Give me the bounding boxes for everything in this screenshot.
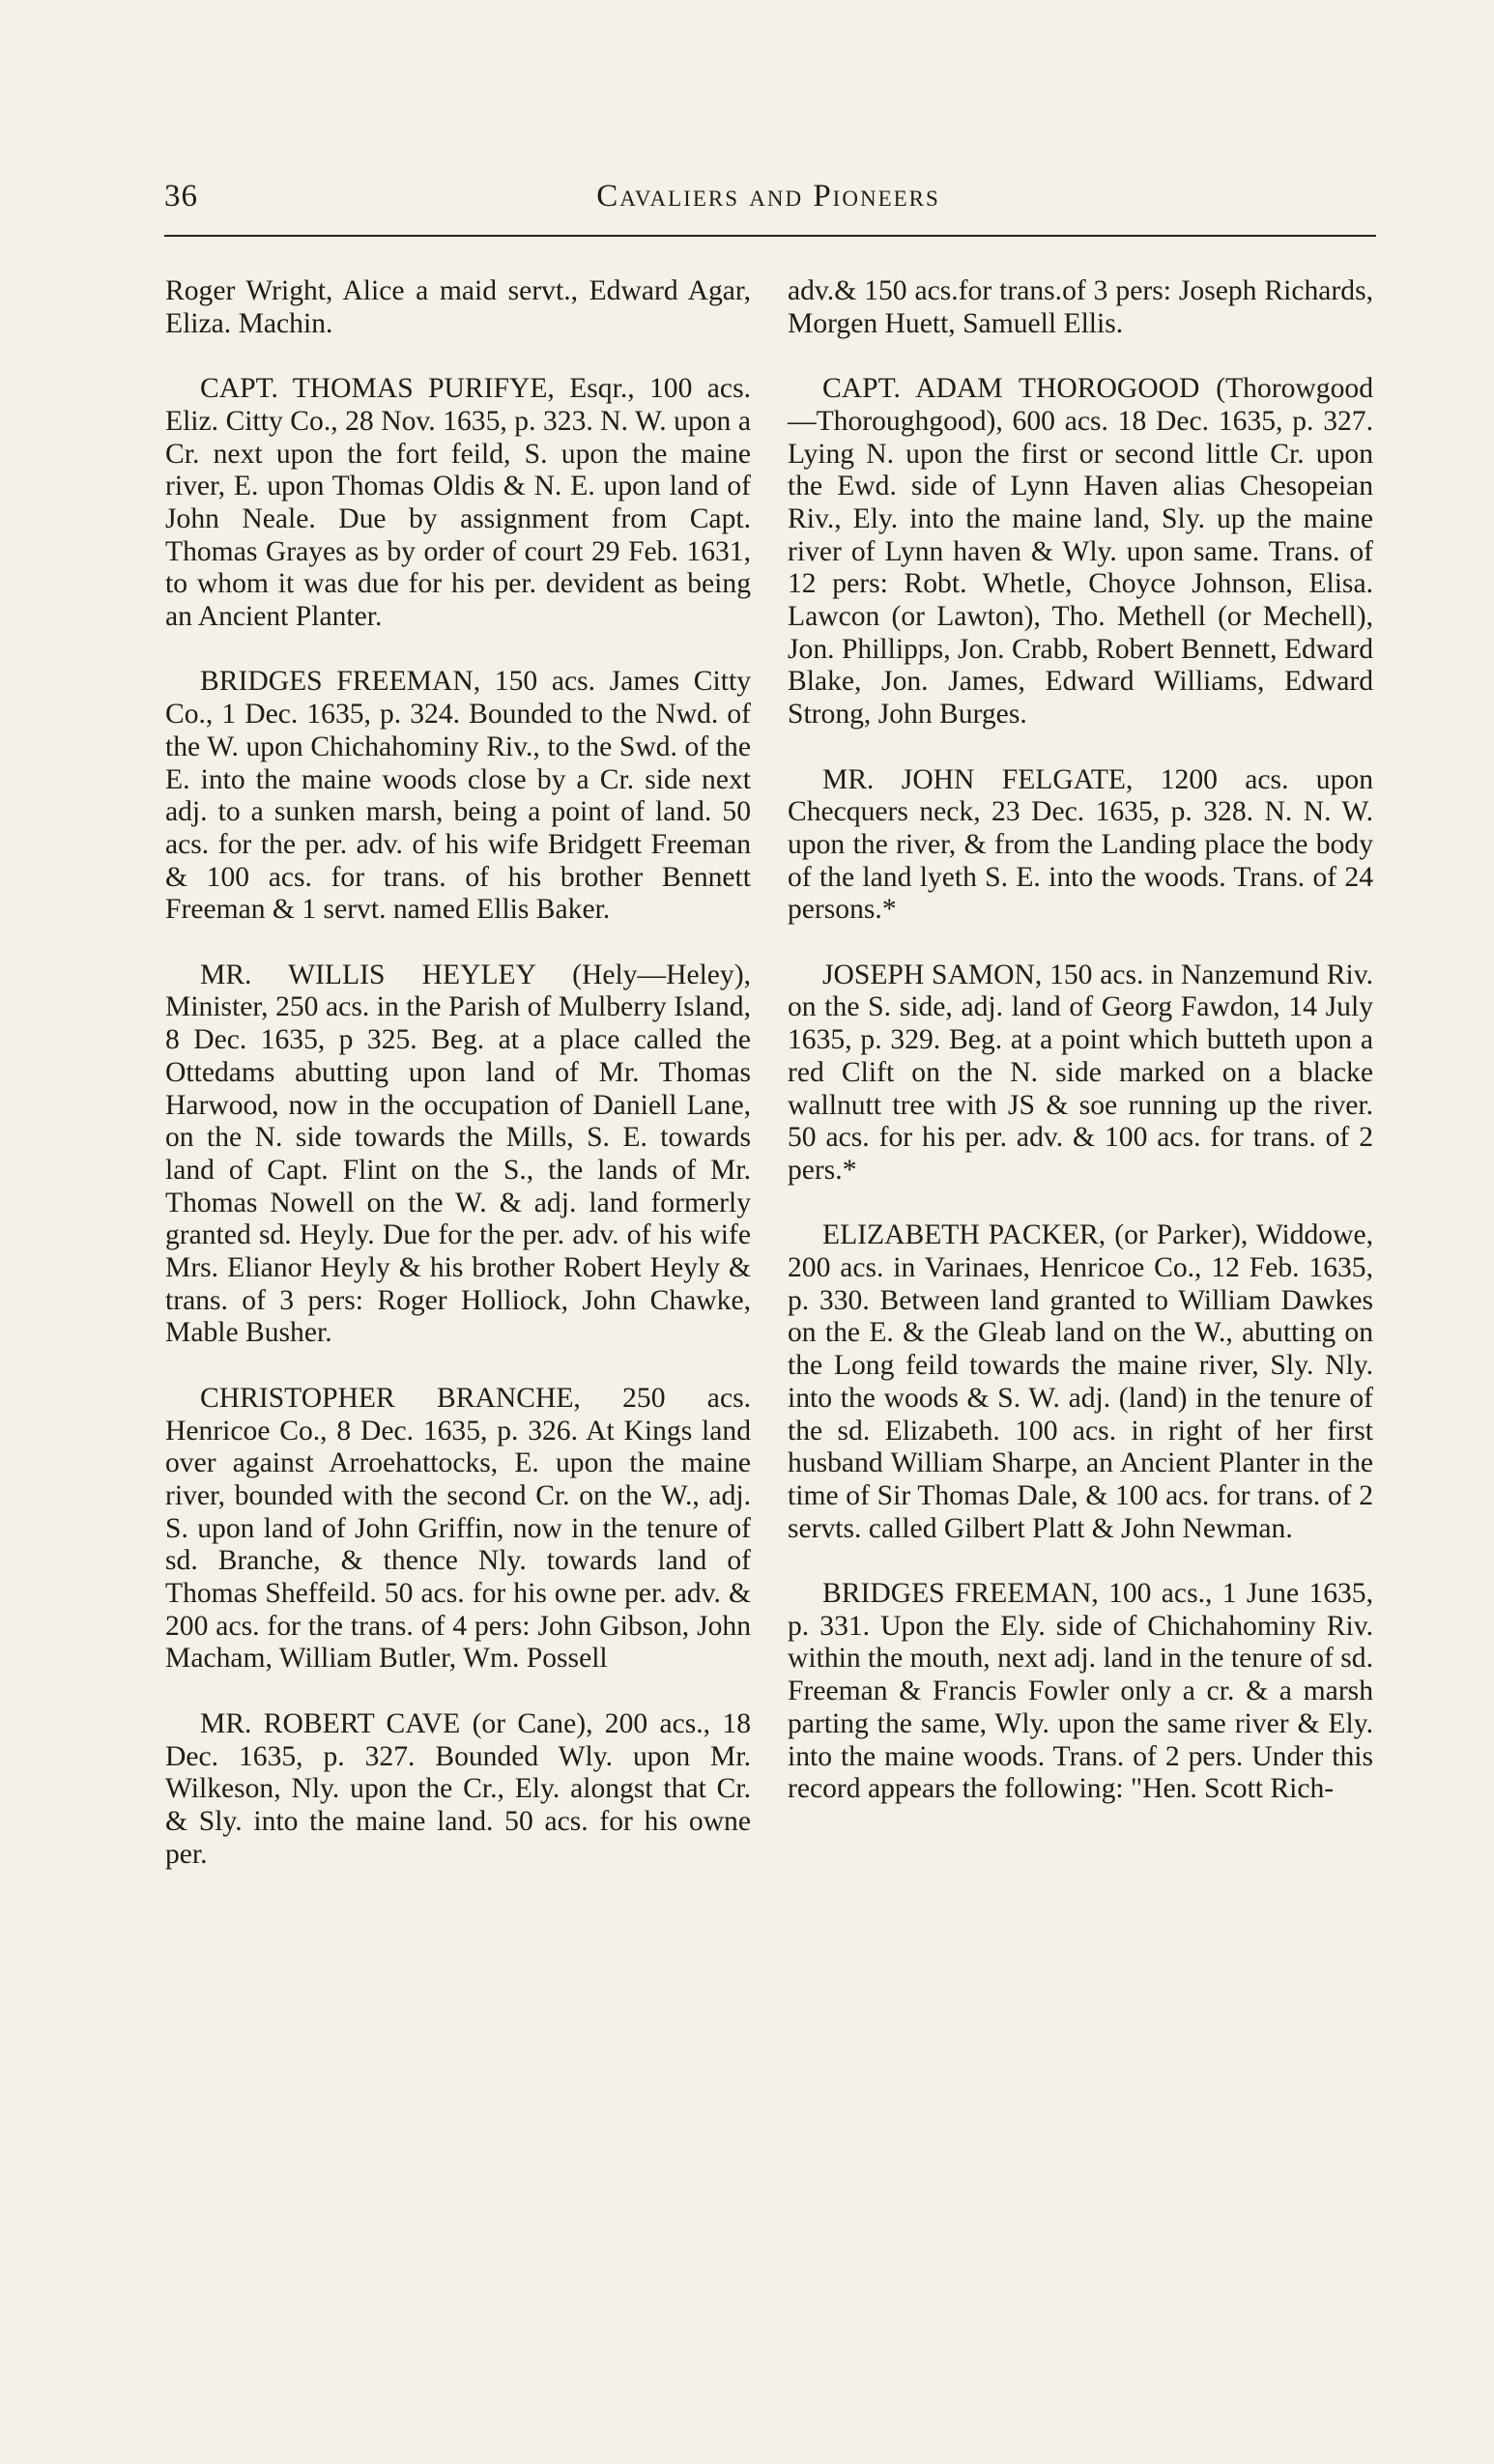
entry-elizabeth-packer: ELIZABETH PACKER, (or Parker), Widdowe, 200 acs. in Varinaes, Henricoe Co., 12 Feb. 1635, p. 330. Between land granted to William Dawkes on the E. & the Gleab land on the W., abutting on the Long feild towards the maine river, Sly. Nly. into the woods & S. W. adj. (land) in the tenure of the sd. Elizabeth. 100 acs. in right of her first husband William Sharpe, an Ancient Planter in the time of Sir Thomas Dale, & 100 acs. for trans. of 2 servts. called Gilbert Platt & John Newman.: [788, 1219, 1373, 1544]
right-column: [788, 275, 1373, 1806]
entry-adam-thorogood: CAPT. ADAM THOROGOOD (Thorowgood—Thoroughgood), 600 acs. 18 Dec. 1635, p. 327. Lying N. upon the first or second little Cr. upon the Ewd. side of Lynn Haven alias Chesopeian Riv., Ely. into the maine land, Sly. up the maine river of Lynn haven & Wly. upon same. Trans. of 12 pers: Robt. Whetle, Choyce Johnson, Elisa. Lawcon (or Lawton), Tho. Methell (or Mechell), Jon. Phillipps, Jon. Crabb, Robert Bennett, Edward Blake, Jon. James, Edward Williams, Edward Strong, John Burges.: [788, 373, 1373, 731]
entry-thomas-purifye: CAPT. THOMAS PURIFYE, Esqr., 100 acs. Eliz. Citty Co., 28 Nov. 1635, p. 323. N. W. upon a Cr. next upon the fort feild, S. upon the maine river, E. upon Thomas Oldis & N. E. upon land of John Neale. Due by assignment from Capt. Thomas Grayes as by order of court 29 Feb. 1631, to whom it was due for his per. devident as being an Ancient Planter.: [165, 373, 751, 633]
entry-christopher-branche: CHRISTOPHER BRANCHE, 250 acs. Henricoe Co., 8 Dec. 1635, p. 326. At Kings land over against Arroehattocks, E. upon the maine river, bounded with the second Cr. on the W., adj. S. upon land of John Griffin, now in the tenure of sd. Branche, & thence Nly. towards land of Thomas Sheffeild. 50 acs. for his owne per. adv. & 200 acs. for the trans. of 4 pers: John Gibson, John Macham, William Butler, Wm. Possell: [165, 1382, 751, 1675]
page-number: 36: [164, 179, 198, 214]
page-header: [164, 179, 1372, 227]
header-rule: [164, 235, 1376, 237]
running-title: Cavaliers and Pioneers: [596, 179, 940, 214]
entry-robert-cave: MR. ROBERT CAVE (or Cane), 200 acs., 18 Dec. 1635, p. 327. Bounded Wly. upon Mr. Wilkeson, Nly. upon the Cr., Ely. alongst that Cr. & Sly. into the maine land. 50 acs. for his owne per.: [165, 1707, 751, 1870]
entry-bridges-freeman: BRIDGES FREEMAN, 150 acs. James Citty Co., 1 Dec. 1635, p. 324. Bounded to the Nwd. of the W. upon Chichahominy Riv., to the Swd. of the E. into the maine woods close by a Cr. side next adj. to a sunken marsh, being a point of land. 50 acs. for the per. adv. of his wife Bridgett Freeman & 100 acs. for trans. of his brother Bennett Freeman & 1 servt. named Ellis Baker.: [165, 666, 751, 926]
entry-willis-heyley: MR. WILLIS HEYLEY (Hely—Heley), Minister, 250 acs. in the Parish of Mulberry Island, 8 Dec. 1635, p 325. Beg. at a place called the Ottedams abutting upon land of Mr. Thomas Harwood, now in the occupation of Daniell Lane, on the N. side towards the Mills, S. E. towards land of Capt. Flint on the S., the lands of Mr. Thomas Nowell on the W. & adj. land formerly granted sd. Heyly. Due for the per. adv. of his wife Mrs. Elianor Heyly & his brother Robert Heyly & trans. of 3 pers: Roger Holliock, John Chawke, Mable Busher.: [165, 959, 751, 1349]
entry-joseph-samon: JOSEPH SAMON, 150 acs. in Nanzemund Riv. on the S. side, adj. land of Georg Fawdon, 14 July 1635, p. 329. Beg. at a point which butteth upon a red Clift on the N. side marked on a blacke wallnutt tree with JS & soe running up the river. 50 acs. for his per. adv. & 100 acs. for trans. of 2 pers.*: [788, 959, 1373, 1186]
left-column: [165, 275, 751, 1871]
entry-bridges-freeman-2: BRIDGES FREEMAN, 100 acs., 1 June 1635, p. 331. Upon the Ely. side of Chichahominy Riv. within the mouth, next adj. land in the tenure of sd. Freeman & Francis Fowler only a cr. & a marsh parting the same, Wly. upon the same river & Ely. into the maine woods. Trans. of 2 pers. Under this record appears the following: "Hen. Scott Rich-: [788, 1578, 1373, 1805]
entry-continuation: Roger Wright, Alice a maid servt., Edward Agar, Eliza. Machin.: [165, 275, 751, 339]
entry-john-felgate: MR. JOHN FELGATE, 1200 acs. upon Checquers neck, 23 Dec. 1635, p. 328. N. N. W. upon the river, & from the Landing place the body of the land lyeth S. E. into the woods. Trans. of 24 persons.*: [788, 763, 1373, 926]
entry-continuation: adv.& 150 acs.for trans.of 3 pers: Joseph Richards, Morgen Huett, Samuell Ellis.: [788, 275, 1373, 339]
